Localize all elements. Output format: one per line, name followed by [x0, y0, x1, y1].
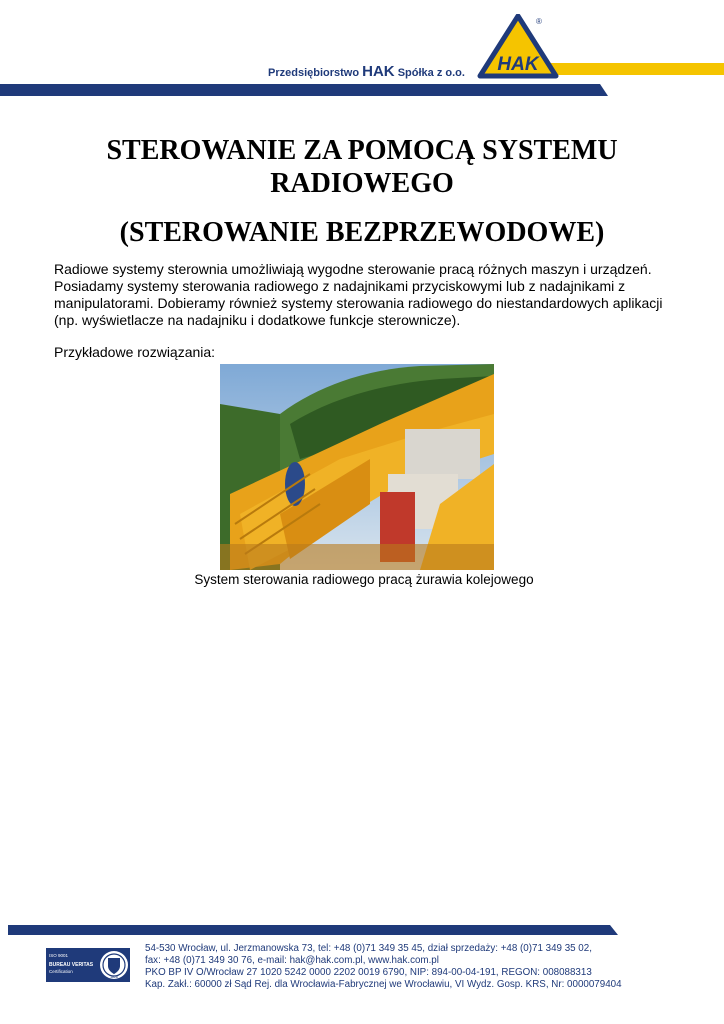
footer-line-contact: fax: +48 (0)71 349 30 76, e-mail: hak@hak.com.pl, www.hak.com.pl [145, 955, 439, 966]
body-paragraph: Radiowe systemy sterownia umożliwiają wygodne sterowanie pracą różnych maszyn i urządzeń. Posiadamy systemy sterowania radiowego z nadajnikami przyciskowymi lub z nadajnikami z manipulatorami. Dobieramy również systemy sterowania radiowego do niestandardowych aplikacji (np. wyświetlacze na nadajniku i dodatkowe funkcje sterownicze). [54, 261, 663, 328]
footer-line-bank: PKO BP IV O/Wrocław 27 1020 5242 0000 2202 0019 6790, NIP: 894-00-04-191, REGON: 008088313 [145, 967, 592, 978]
bureau-veritas-certification-badge [46, 948, 130, 982]
document-subtitle: (STEROWANIE BEZPRZEWODOWE) [119, 217, 605, 248]
photo-caption: System sterowania radiowego pracą żurawia kolejowego [194, 572, 534, 587]
company-prefix: Przedsiębiorstwo [268, 67, 360, 79]
company-name [268, 63, 465, 80]
footer-navy-bar [8, 925, 618, 935]
footer-contact-info [145, 943, 622, 991]
crane-photo [220, 364, 494, 570]
company-name-hak: HAK [362, 63, 395, 80]
registered-mark: ® [536, 17, 542, 26]
hak-logo [476, 14, 566, 80]
logo-text: HAK [497, 54, 539, 75]
examples-label: Przykładowe rozwiązania: [54, 344, 216, 360]
footer-line-registration: Kap. Zakł.: 60000 zł Sąd Rej. dla Wrocławia-Fabrycznej we Wrocławiu, VI Wydz. Gosp. KRS, Nr: 0000079404 [145, 979, 622, 990]
svg-text:Certification: Certification [49, 969, 73, 974]
document-title: STEROWANIE ZA POMOCĄ SYSTEMU RADIOWEGO [106, 135, 618, 199]
company-suffix: Spółka z o.o. [397, 67, 465, 79]
header-navy-bar [0, 84, 608, 96]
footer-line-address: 54-530 Wrocław, ul. Jerzmanowska 73, tel: +48 (0)71 349 35 45, dział sprzedaży: +48 (0)71 349 35 02, [145, 943, 592, 954]
header-yellow-bar [548, 63, 724, 75]
svg-text:1828: 1828 [110, 975, 118, 979]
svg-text:ISO 9001: ISO 9001 [49, 953, 69, 958]
svg-text:BUREAU VERITAS: BUREAU VERITAS [49, 962, 94, 968]
